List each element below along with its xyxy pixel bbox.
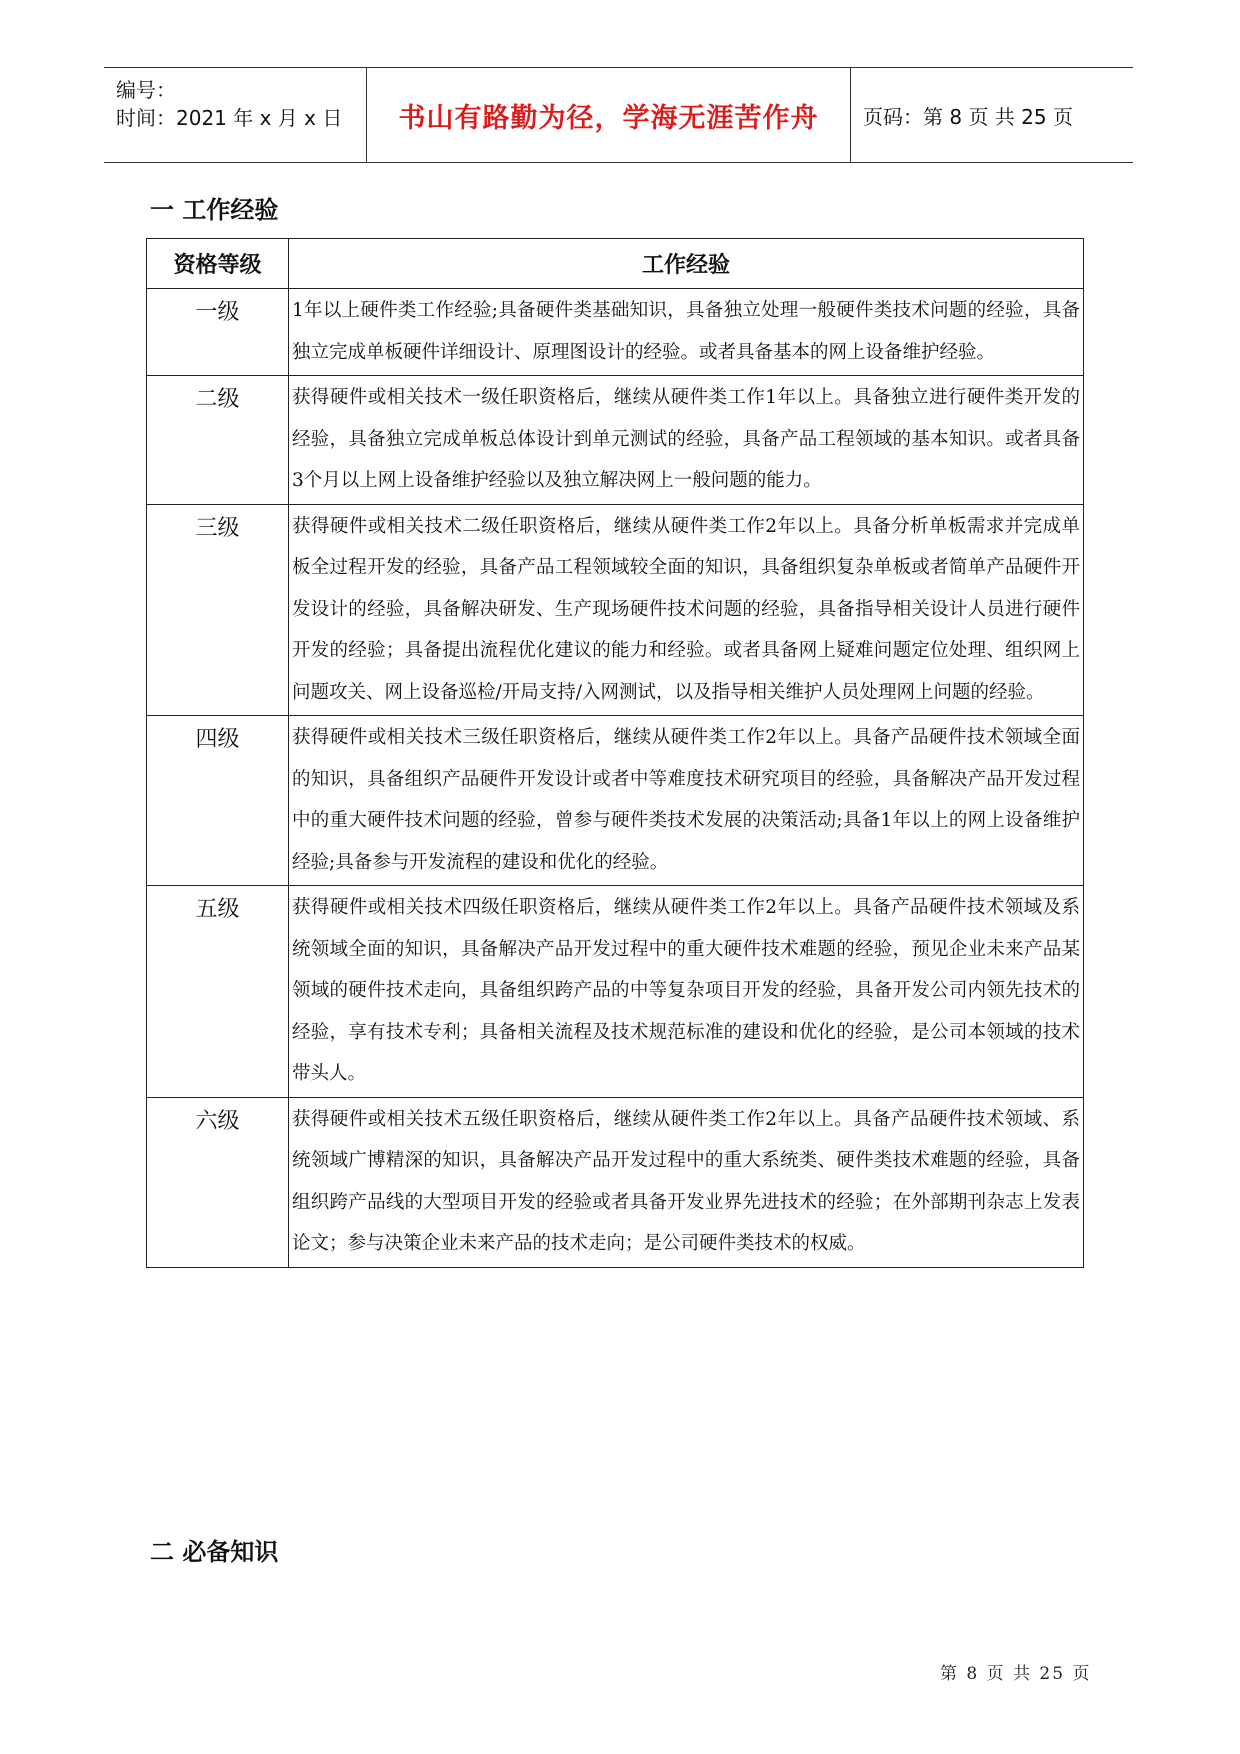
serial-number-label: 编号： <box>116 78 176 102</box>
experience-cell: 获得硬件或相关技术四级任职资格后，继续从硬件类工作2年以上。具备产品硬件技术领域及系统领域全面的知识，具备解决产品开发过程中的重大硬件技术难题的经验，预见企业未来产品某领域的硬件技术走向，具备组织跨产品的中等复杂项目开发的经验，具备开发公司内领先技术的经验，享有技术专利；具备相关流程及技术规范标准的建设和优化的经验，是公司本领域的技术带头人。 <box>289 886 1084 1098</box>
experience-cell: 获得硬件或相关技术三级任职资格后，继续从硬件类工作2年以上。具备产品硬件技术领域全面的知识，具备组织产品硬件开发设计或者中等难度技术研究项目的经验，具备解决产品开发过程中的重大硬件技术问题的经验，曾参与硬件类技术发展的决策活动;具备1年以上的网上设备维护经验;具备参与开发流程的建设和优化的经验。 <box>289 716 1084 886</box>
qualification-table <box>146 238 1084 1268</box>
experience-cell: 1年以上硬件类工作经验;具备硬件类基础知识，具备独立处理一般硬件类技术问题的经验，具备独立完成单板硬件详细设计、原理图设计的经验。或者具备基本的网上设备维护经验。 <box>289 289 1084 376</box>
level-cell: 四级 <box>147 716 289 886</box>
level-cell: 一级 <box>147 289 289 376</box>
table-row <box>147 716 1084 886</box>
section-title-required-knowledge: 二 必备知识 <box>150 1538 279 1566</box>
level-cell: 六级 <box>147 1097 289 1267</box>
table-row <box>147 1097 1084 1267</box>
table-row <box>147 376 1084 505</box>
header-page-info <box>851 68 1133 162</box>
section-title-work-experience: 一 工作经验 <box>150 196 279 224</box>
table-row <box>147 289 1084 376</box>
header-page-label: 页码：第 8 页 共 25 页 <box>863 104 1073 129</box>
experience-cell: 获得硬件或相关技术五级任职资格后，继续从硬件类工作2年以上。具备产品硬件技术领域、系统领域广博精深的知识，具备解决产品开发过程中的重大系统类、硬件类技术难题的经验，具备组织跨产品线的大型项目开发的经验或者具备开发业界先进技术的经验；在外部期刊杂志上发表论文；参与决策企业未来产品的技术走向；是公司硬件类技术的权威。 <box>289 1097 1084 1267</box>
experience-cell: 获得硬件或相关技术一级任职资格后，继续从硬件类工作1年以上。具备独立进行硬件类开发的经验，具备独立完成单板总体设计到单元测试的经验，具备产品工程领域的基本知识。或者具备3个月以上网上设备维护经验以及独立解决网上一般问题的能力。 <box>289 376 1084 505</box>
table-header-row <box>147 239 1084 289</box>
level-cell: 五级 <box>147 886 289 1098</box>
experience-cell: 获得硬件或相关技术二级任职资格后，继续从硬件类工作2年以上。具备分析单板需求并完成单板全过程开发的经验，具备产品工程领域较全面的知识，具备组织复杂单板或者简单产品硬件开发设计的经验，具备解决研发、生产现场硬件技术问题的经验，具备指导相关设计人员进行硬件开发的经验；具备提出流程优化建议的能力和经验。或者具备网上疑难问题定位处理、组织网上问题攻关、网上设备巡检/开局支持/入网测试，以及指导相关维护人员处理网上问题的经验。 <box>289 504 1084 716</box>
level-cell: 二级 <box>147 376 289 505</box>
column-header-level: 资格等级 <box>147 239 289 289</box>
page-footer-number: 第 8 页 共 25 页 <box>940 1664 1092 1684</box>
time-label: 时间：2021 年 x 月 x 日 <box>116 106 343 130</box>
header-motto: 书山有路勤为径，学海无涯苦作舟 <box>367 68 851 162</box>
page-header <box>104 67 1133 163</box>
table-row <box>147 886 1084 1098</box>
level-cell: 三级 <box>147 504 289 716</box>
table-row <box>147 504 1084 716</box>
header-meta <box>104 68 367 162</box>
column-header-experience: 工作经验 <box>289 239 1084 289</box>
